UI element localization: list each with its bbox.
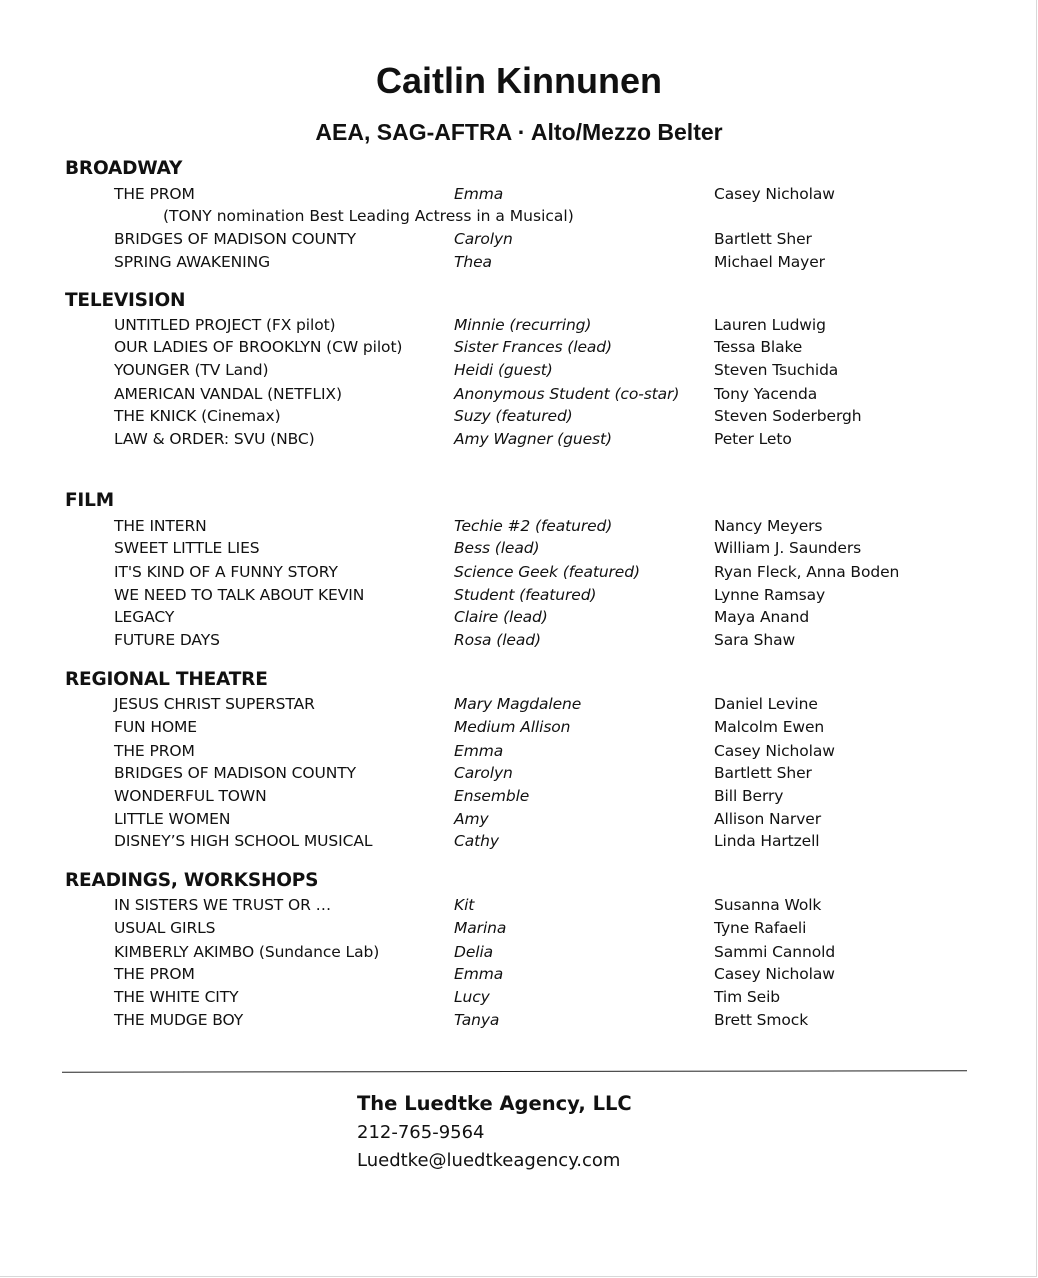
credit-title: THE WHITE CITY bbox=[114, 988, 239, 1006]
credit-role: Emma bbox=[454, 185, 504, 203]
credit-row bbox=[0, 405, 1038, 427]
credit-role: Mary Magdalene bbox=[454, 695, 582, 713]
credit-title: THE PROM bbox=[114, 742, 195, 760]
credit-row bbox=[0, 428, 1038, 450]
credit-row bbox=[0, 359, 1038, 381]
credit-role: Anonymous Student (co-star) bbox=[454, 385, 680, 403]
credit-row bbox=[0, 762, 1038, 784]
credit-role: Thea bbox=[454, 253, 492, 271]
credit-title: BRIDGES OF MADISON COUNTY bbox=[114, 230, 356, 248]
credit-row bbox=[0, 561, 1038, 583]
credit-title: BRIDGES OF MADISON COUNTY bbox=[114, 764, 356, 782]
credit-title: IT'S KIND OF A FUNNY STORY bbox=[114, 563, 338, 581]
agency-phone: 212-765-9564 bbox=[357, 1122, 485, 1143]
credit-row bbox=[0, 830, 1038, 852]
credit-title: KIMBERLY AKIMBO (Sundance Lab) bbox=[114, 943, 380, 961]
credit-title: THE PROM bbox=[114, 965, 195, 983]
credit-row bbox=[0, 228, 1038, 250]
credit-role: Minnie (recurring) bbox=[454, 316, 592, 334]
credit-role: Bess (lead) bbox=[454, 539, 540, 557]
credit-role: Amy Wagner (guest) bbox=[454, 430, 612, 448]
union-affiliations: AEA, SAG-AFTRA · Alto/Mezzo Belter bbox=[315, 119, 723, 145]
agency-name: The Luedtke Agency, LLC bbox=[357, 1092, 632, 1115]
credit-director: Malcolm Ewen bbox=[714, 718, 825, 736]
credit-director: Tessa Blake bbox=[714, 338, 803, 356]
credit-role: Rosa (lead) bbox=[454, 631, 541, 649]
credit-title: FUN HOME bbox=[114, 718, 198, 736]
credit-director: Peter Leto bbox=[714, 430, 792, 448]
credit-role: Kit bbox=[454, 896, 475, 914]
credit-row bbox=[0, 183, 1038, 205]
credit-role: Cathy bbox=[454, 832, 499, 850]
credit-role: Heidi (guest) bbox=[454, 361, 553, 379]
credit-row bbox=[0, 606, 1038, 628]
credit-director: Casey Nicholaw bbox=[714, 965, 835, 983]
credit-role: Science Geek (featured) bbox=[454, 563, 640, 581]
credit-director: Nancy Meyers bbox=[714, 517, 823, 535]
credit-role: Marina bbox=[454, 919, 507, 937]
credit-role: Delia bbox=[454, 943, 494, 961]
credit-row bbox=[0, 515, 1038, 537]
credit-role: Tanya bbox=[454, 1011, 500, 1029]
credit-role: Student (featured) bbox=[454, 586, 597, 604]
credit-row bbox=[0, 785, 1038, 807]
credit-director: Casey Nicholaw bbox=[714, 742, 835, 760]
credit-role: Emma bbox=[454, 965, 504, 983]
credit-row bbox=[0, 251, 1038, 273]
credit-director: Brett Smock bbox=[714, 1011, 809, 1029]
section-title-film: FILM bbox=[65, 490, 114, 511]
credit-director: Bartlett Sher bbox=[714, 764, 812, 782]
credit-title: FUTURE DAYS bbox=[114, 631, 220, 649]
credit-row bbox=[0, 537, 1038, 559]
credit-role: Claire (lead) bbox=[454, 608, 548, 626]
credit-title: AMERICAN VANDAL (NETFLIX) bbox=[114, 385, 342, 403]
credit-role: Carolyn bbox=[454, 230, 513, 248]
credit-row bbox=[0, 917, 1038, 939]
credit-title: WE NEED TO TALK ABOUT KEVIN bbox=[114, 586, 365, 604]
section-title-television: TELEVISION bbox=[65, 290, 186, 311]
credit-director: Bartlett Sher bbox=[714, 230, 812, 248]
section-title-readings-workshops: READINGS, WORKSHOPS bbox=[65, 870, 319, 891]
credit-row bbox=[0, 963, 1038, 985]
credit-title: SPRING AWAKENING bbox=[114, 253, 271, 271]
credit-director: Bill Berry bbox=[714, 787, 784, 805]
tony-nomination-note: (TONY nomination Best Leading Actress in a Musical) bbox=[163, 207, 574, 225]
footer-divider bbox=[62, 1070, 967, 1072]
credit-director: Steven Soderbergh bbox=[714, 407, 862, 425]
credit-director: Tim Seib bbox=[714, 988, 781, 1006]
credit-row bbox=[0, 941, 1038, 963]
credit-director: Ryan Fleck, Anna Boden bbox=[714, 563, 900, 581]
credit-row bbox=[0, 808, 1038, 830]
credit-row bbox=[0, 1009, 1038, 1031]
credit-director: Daniel Levine bbox=[714, 695, 818, 713]
credit-director: Linda Hartzell bbox=[714, 832, 820, 850]
credit-title: THE PROM bbox=[114, 185, 195, 203]
credit-row bbox=[0, 383, 1038, 405]
credit-row bbox=[0, 986, 1038, 1008]
section-title-broadway: BROADWAY bbox=[65, 158, 183, 179]
credit-row bbox=[0, 693, 1038, 715]
credit-title: THE MUDGE BOY bbox=[114, 1011, 244, 1029]
credit-director: Sammi Cannold bbox=[714, 943, 836, 961]
credit-role: Sister Frances (lead) bbox=[454, 338, 612, 356]
credit-title: LITTLE WOMEN bbox=[114, 810, 231, 828]
credit-title: WONDERFUL TOWN bbox=[114, 787, 267, 805]
credit-title: LAW & ORDER: SVU (NBC) bbox=[114, 430, 315, 448]
credit-row bbox=[0, 584, 1038, 606]
credit-director: Sara Shaw bbox=[714, 631, 796, 649]
section-title-regional-theatre: REGIONAL THEATRE bbox=[65, 669, 268, 690]
credit-title: YOUNGER (TV Land) bbox=[114, 361, 269, 379]
credit-title: LEGACY bbox=[114, 608, 175, 626]
credit-title: JESUS CHRIST SUPERSTAR bbox=[114, 695, 315, 713]
credit-row bbox=[0, 336, 1038, 358]
credit-role: Medium Allison bbox=[454, 718, 571, 736]
credit-director: Susanna Wolk bbox=[714, 896, 822, 914]
credit-director: William J. Saunders bbox=[714, 539, 862, 557]
credit-title: OUR LADIES OF BROOKLYN (CW pilot) bbox=[114, 338, 403, 356]
credit-title: SWEET LITTLE LIES bbox=[114, 539, 260, 557]
credit-row bbox=[0, 894, 1038, 916]
credit-director: Michael Mayer bbox=[714, 253, 825, 271]
credit-director: Lynne Ramsay bbox=[714, 586, 826, 604]
credit-director: Casey Nicholaw bbox=[714, 185, 835, 203]
credit-row bbox=[0, 716, 1038, 738]
credit-title: DISNEY’S HIGH SCHOOL MUSICAL bbox=[114, 832, 373, 850]
credit-role: Suzy (featured) bbox=[454, 407, 573, 425]
credit-director: Lauren Ludwig bbox=[714, 316, 826, 334]
credit-role: Ensemble bbox=[454, 787, 530, 805]
credit-title: UNTITLED PROJECT (FX pilot) bbox=[114, 316, 336, 334]
credit-title: USUAL GIRLS bbox=[114, 919, 216, 937]
credit-title: IN SISTERS WE TRUST OR … bbox=[114, 896, 331, 914]
credit-director: Steven Tsuchida bbox=[714, 361, 839, 379]
credit-director: Maya Anand bbox=[714, 608, 810, 626]
credit-row bbox=[0, 740, 1038, 762]
credit-director: Tyne Rafaeli bbox=[714, 919, 807, 937]
credit-role: Emma bbox=[454, 742, 504, 760]
credit-role: Techie #2 (featured) bbox=[454, 517, 613, 535]
credit-role: Lucy bbox=[454, 988, 490, 1006]
credit-role: Amy bbox=[454, 810, 489, 828]
credit-title: THE INTERN bbox=[114, 517, 207, 535]
credit-director: Tony Yacenda bbox=[714, 385, 818, 403]
credit-director: Allison Narver bbox=[714, 810, 821, 828]
actor-name: Caitlin Kinnunen bbox=[376, 60, 662, 101]
credit-row bbox=[0, 629, 1038, 651]
credit-row bbox=[0, 314, 1038, 336]
credit-role: Carolyn bbox=[454, 764, 513, 782]
credit-title: THE KNICK (Cinemax) bbox=[114, 407, 281, 425]
agency-email: Luedtke@luedtkeagency.com bbox=[357, 1150, 621, 1171]
